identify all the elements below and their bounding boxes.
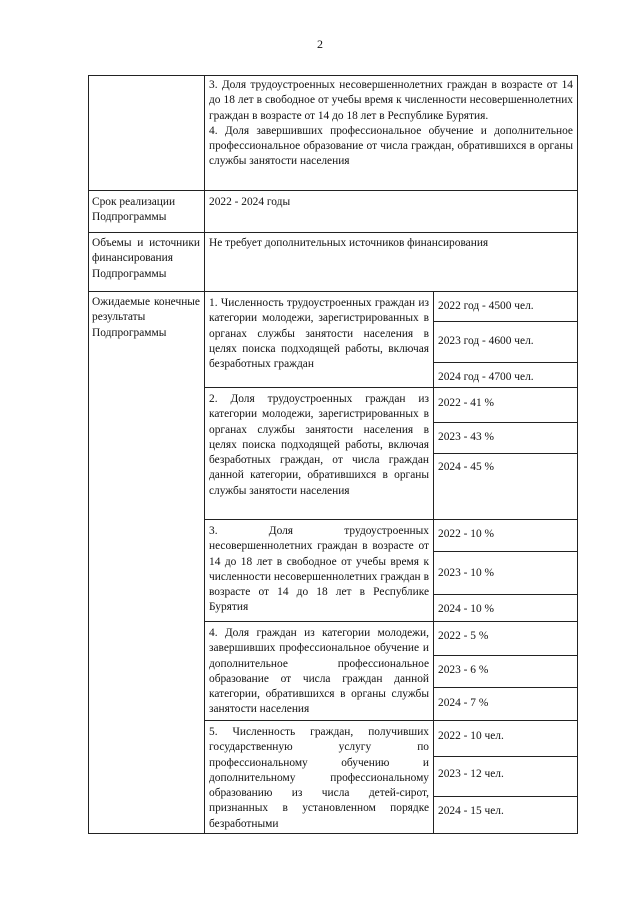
results-label: Ожидаемые конечные результаты Подпрограммы: [92, 296, 200, 339]
indicator-2-value-2024: 2024 - 45 %: [438, 461, 494, 473]
value-divider: [433, 687, 578, 688]
indicator-2-text: 2. Доля трудоустроенных граждан из категории молодежи, зарегистрированных в органах службы занятости населения в целях поиска подходящей работы, включая безработных граждан, от числа граждан данной категории, обратившихся в органы службы занятости населения: [209, 393, 429, 497]
value-divider: [433, 321, 578, 322]
row-divider: [88, 291, 578, 292]
value-divider: [433, 756, 578, 757]
indicator-1-value-2024: 2024 год - 4700 чел.: [438, 371, 534, 383]
period-value: 2022 - 2024 годы: [209, 196, 291, 208]
indicator-4-value-2024: 2024 - 7 %: [438, 697, 489, 709]
indicator-5-value-2024: 2024 - 15 чел.: [438, 805, 504, 817]
page-number: 2: [317, 37, 323, 51]
indicator-1-value-2023: 2023 год - 4600 чел.: [438, 335, 534, 347]
funding-value: Не требует дополнительных источников финансирования: [209, 237, 489, 249]
indicator-divider: [204, 621, 578, 622]
continued-indicators-text: [209, 78, 573, 170]
indicator-5-text: 5. Численность граждан, получивших государственную услугу по профессиональному обучению и дополнительному профессиональному образованию из числа детей-сирот, признанных в установленном порядке безработными: [209, 726, 429, 830]
column-divider-values: [433, 291, 434, 833]
table-border-top: [88, 75, 578, 76]
indicator-3-value-2024: 2024 - 10 %: [438, 603, 494, 615]
value-divider: [433, 362, 578, 363]
indicator-1-value-2022: 2022 год - 4500 чел.: [438, 300, 534, 312]
period-label: Срок реализации Подпрограммы: [92, 196, 176, 224]
indicator-5-value-2023: 2023 - 12 чел.: [438, 768, 504, 780]
indicator-3-text: 3. Доля трудоустроенных несовершеннолетних граждан в возрасте от 14 до 18 лет в свободное от учебы время к численности несовершеннолетних граждан в возрасте от 14 до 18 лет в Республике Бурятия: [209, 525, 429, 614]
indicator-divider: [204, 387, 578, 388]
indicator-1-text: 1. Численность трудоустроенных граждан из категории молодежи, зарегистрированных в органах службы занятости населения в целях поиска подходящей работы, включая безработных граждан: [209, 297, 429, 371]
indicator-4-text: 4. Доля граждан из категории молодежи, завершивших профессиональное обучение и дополнительное профессиональное образование от числа граждан данной категории, обратившихся в органы службы занятости населения: [209, 627, 429, 716]
indicator-3-value-2023: 2023 - 10 %: [438, 567, 494, 579]
funding-label: Объемы и источники финансирования Подпрограммы: [92, 237, 200, 280]
indicator-3-text: 3. Доля трудоустроенных несовершеннолетних граждан в возрасте от 14 до 18 лет в свободное от учебы время к численности несовершеннолетних граждан в возрасте от 14 до 18 лет в Республике Бурятия.: [209, 79, 573, 122]
value-divider: [433, 594, 578, 595]
row-divider: [88, 190, 578, 191]
indicator-divider: [204, 720, 578, 721]
indicator-2-value-2022: 2022 - 41 %: [438, 397, 494, 409]
indicator-2-value-2023: 2023 - 43 %: [438, 431, 494, 443]
value-divider: [433, 453, 578, 454]
table-border-bottom: [88, 833, 578, 834]
table-border-left: [88, 75, 89, 833]
value-divider: [433, 551, 578, 552]
value-divider: [433, 422, 578, 423]
value-divider: [433, 796, 578, 797]
indicator-3-value-2022: 2022 - 10 %: [438, 528, 494, 540]
indicator-4-value-2022: 2022 - 5 %: [438, 630, 489, 642]
indicator-4-text: 4. Доля завершивших профессиональное обучение и дополнительное профессиональное образование от числа граждан, обратившихся в органы службы занятости населения: [209, 124, 573, 168]
row-divider: [88, 232, 578, 233]
indicator-4-value-2023: 2023 - 6 %: [438, 664, 489, 676]
value-divider: [433, 655, 578, 656]
indicator-divider: [204, 519, 578, 520]
indicator-5-value-2022: 2022 - 10 чел.: [438, 730, 504, 742]
